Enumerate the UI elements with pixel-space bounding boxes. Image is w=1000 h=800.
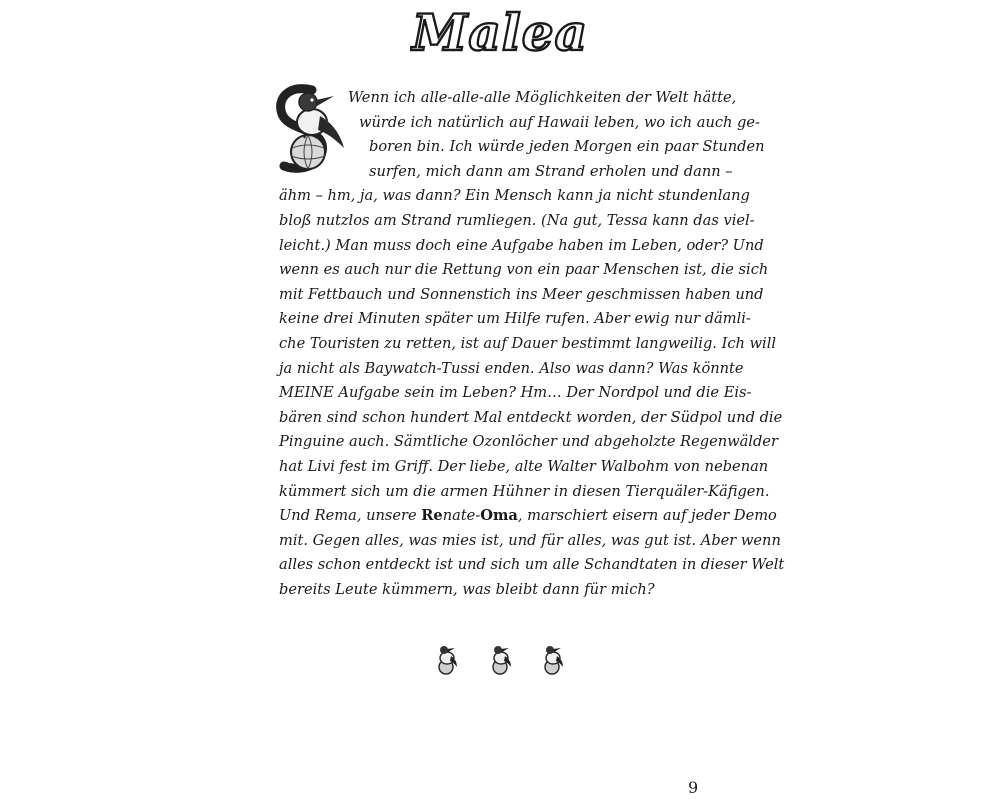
chapter-body-text: [279, 86, 785, 602]
text-line: MEINE Aufgabe sein im Leben? Hm… Der Nordpol und die Eis-: [279, 384, 752, 402]
page-number: 9: [688, 778, 699, 797]
text-line: Pinguine auch. Sämtliche Ozonlöcher und abgeholzte Regenwälder: [279, 433, 778, 451]
text-line: [279, 504, 777, 529]
text-line: alles schon entdeckt ist und sich um alle Schandtaten in dieser Welt: [279, 556, 785, 574]
text-line: kümmert sich um die armen Hühner in diesen Tierquäler-Käfigen.: [279, 482, 770, 500]
chapter-title-lettering: [410, 0, 590, 70]
text-line: mit Fettbauch und Sonnenstich ins Meer geschmissen haben und: [279, 285, 764, 303]
text-line: wenn es auch nur die Rettung von ein paar Menschen ist, die sich: [279, 261, 769, 279]
text-line: hat Livi fest im Griff. Der liebe, alte Walter Walbohm von nebenan: [279, 457, 769, 475]
text-line: Wenn ich alle-alle-alle Möglichkeiten der Welt hätte,: [348, 89, 737, 106]
text-line: leicht.) Man muss doch eine Aufgabe haben im Leben, oder? Und: [279, 236, 764, 254]
text-line: bloß nutzlos am Strand rumliegen. (Na gut, Tessa kann das viel-: [279, 211, 755, 229]
name-emphasis-oma: Oma: [480, 507, 518, 525]
section-break-ornament-icon: [432, 645, 460, 675]
text-line: würde ich natürlich auf Hawaii leben, wo ich auch ge-: [359, 113, 760, 131]
text-line: bereits Leute kümmern, was bleibt dann für mich?: [279, 580, 655, 598]
name-emphasis-re: Re: [421, 507, 443, 525]
text-line: keine drei Minuten später um Hilfe rufen. Aber ewig nur dämli-: [279, 310, 751, 328]
section-break-ornament-icon: [486, 645, 514, 675]
section-break-ornament-icon: [538, 645, 566, 675]
text-line: boren bin. Ich würde jeden Morgen ein paar Stunden: [369, 138, 765, 156]
text-run: nate-: [442, 507, 481, 525]
text-line: ähm – hm, ja, was dann? Ein Mensch kann ja nicht stundenlang: [279, 187, 750, 205]
text-line: mit. Gegen alles, was mies ist, und für alles, was gut ist. Aber wenn: [279, 531, 781, 549]
text-line: bären sind schon hundert Mal entdeckt worden, der Südpol und die: [279, 408, 783, 426]
text-line: che Touristen zu retten, ist auf Dauer bestimmt langweilig. Ich will: [279, 334, 777, 352]
chapter-title-logo: [410, 0, 590, 70]
chapter-title: Malea: [412, 3, 588, 62]
text-line: ja nicht als Baywatch-Tussi enden. Also was dann? Was könnte: [279, 359, 744, 377]
text-run: Und Rema, unsere: [279, 507, 422, 525]
text-run: , marschiert eisern auf jeder Demo: [517, 507, 777, 525]
text-line: surfen, mich dann am Strand erholen und dann –: [369, 162, 733, 180]
